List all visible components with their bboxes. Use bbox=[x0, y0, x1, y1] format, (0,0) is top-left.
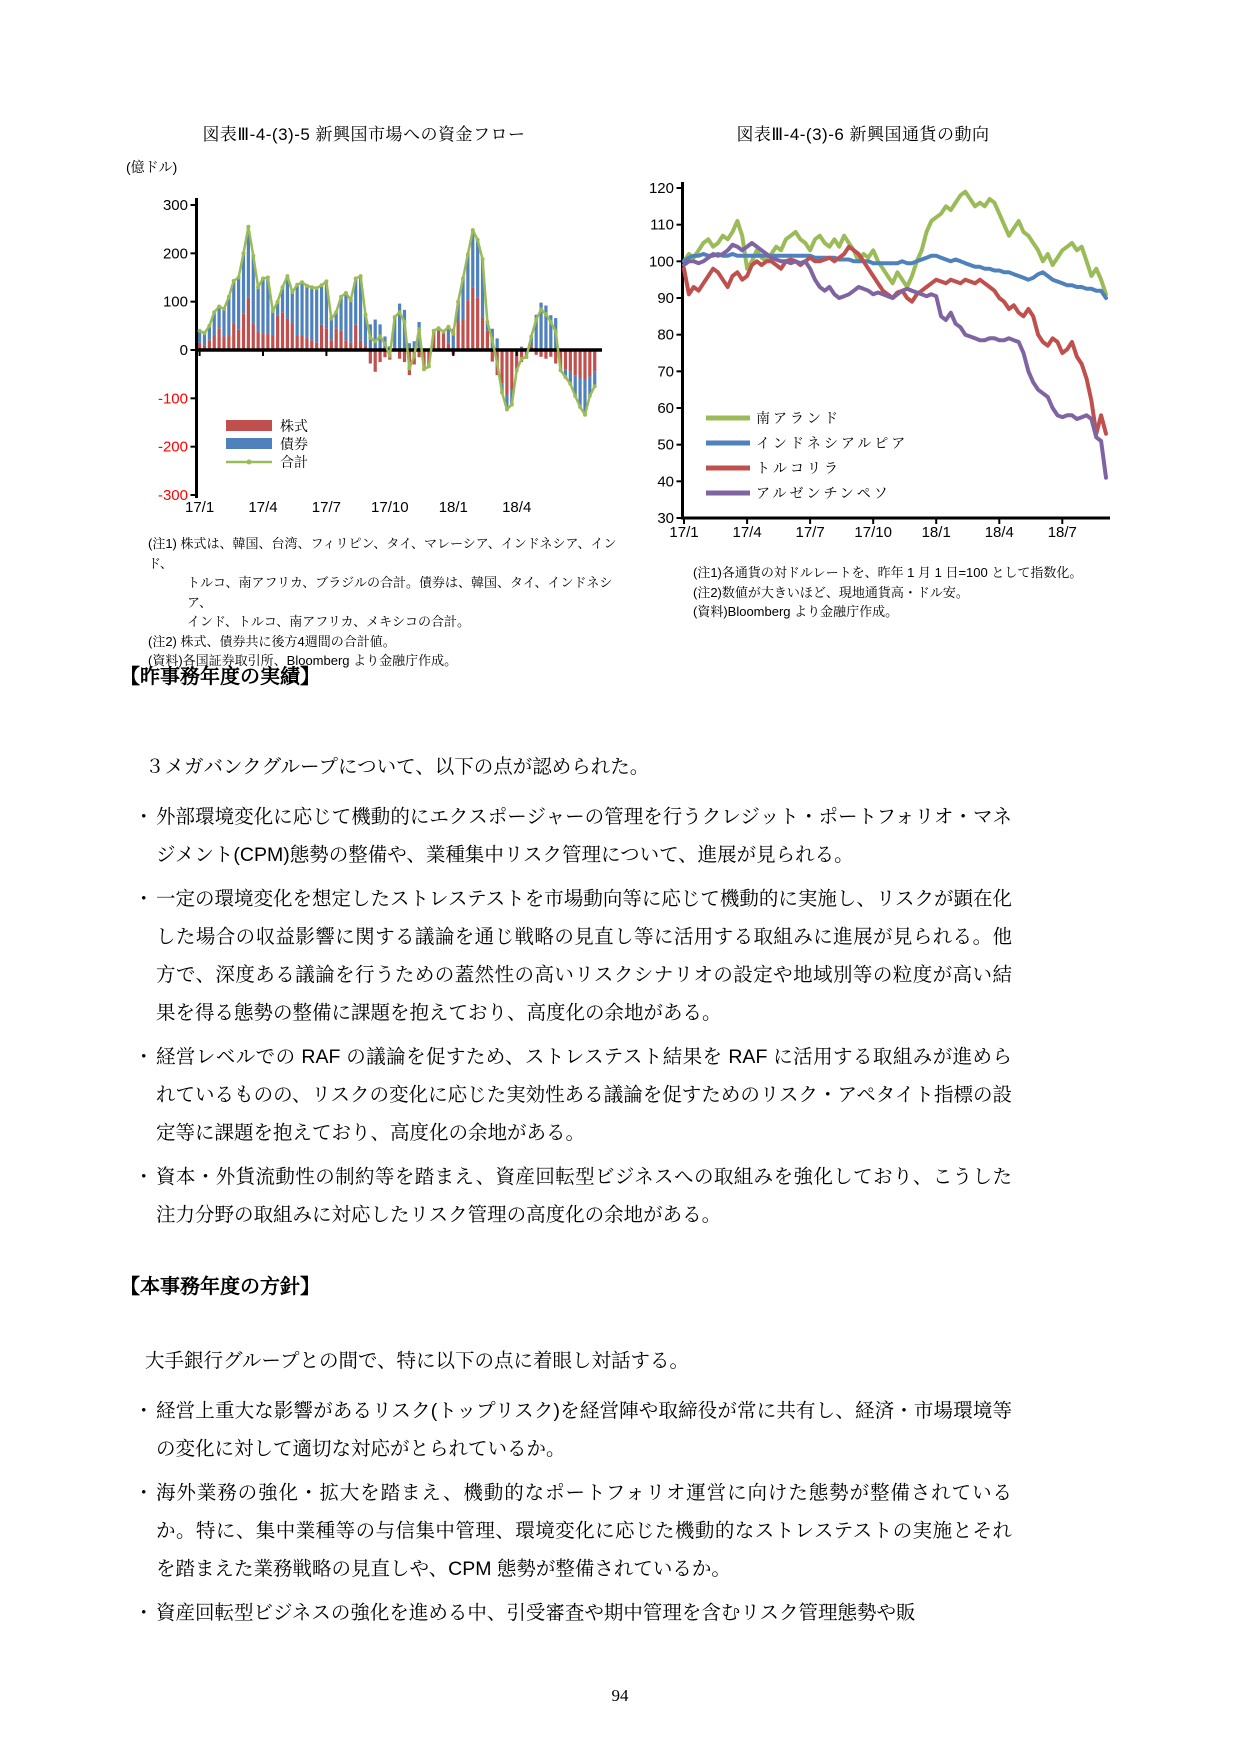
bullet-marker: ・ bbox=[134, 1602, 154, 1624]
svg-text:30: 30 bbox=[657, 510, 674, 527]
svg-text:60: 60 bbox=[657, 400, 674, 417]
svg-text:トルコリラ: トルコリラ bbox=[756, 460, 841, 476]
svg-text:株式: 株式 bbox=[280, 418, 308, 434]
currency-legend bbox=[706, 410, 908, 501]
flow-chart bbox=[118, 146, 610, 538]
chart-note-line: トルコ、南アフリカ、ブラジルの合計。債券は、韓国、タイ、インドネシア、 bbox=[187, 575, 613, 610]
chart-note-line: (資料)Bloomberg より金融庁作成。 bbox=[693, 604, 899, 619]
svg-text:70: 70 bbox=[657, 363, 674, 381]
svg-text:合計: 合計 bbox=[280, 454, 308, 470]
bullet-item bbox=[134, 880, 1012, 1032]
chart-note-line: (注1)各通貨の対ドルレートを、昨年 1 月 1 日=100 として指数化。 bbox=[693, 565, 1083, 580]
svg-text:18/7: 18/7 bbox=[1047, 524, 1077, 541]
bullet-marker: ・ bbox=[134, 1482, 154, 1504]
bullet-marker: ・ bbox=[134, 1166, 154, 1188]
section-lead: 大手銀行グループとの間で、特に以下の点に着眼し対話する。 bbox=[145, 1350, 690, 1372]
svg-text:90: 90 bbox=[657, 290, 674, 307]
bullet-marker: ・ bbox=[134, 1400, 154, 1422]
svg-text:50: 50 bbox=[657, 436, 674, 454]
flow-legend bbox=[226, 418, 308, 470]
svg-text:アルゼンチンペソ: アルゼンチンペソ bbox=[756, 485, 891, 501]
unit-label: (億ドル) bbox=[126, 159, 178, 175]
currency-chart-notes bbox=[693, 563, 1123, 622]
svg-text:100: 100 bbox=[162, 293, 188, 311]
svg-text:110: 110 bbox=[650, 216, 674, 234]
page-number: 94 bbox=[611, 1686, 629, 1705]
bullet-item bbox=[134, 1392, 1012, 1468]
svg-text:120: 120 bbox=[648, 180, 674, 197]
svg-text:200: 200 bbox=[162, 245, 188, 263]
currency-chart bbox=[598, 150, 1128, 590]
svg-text:17/4: 17/4 bbox=[248, 499, 278, 516]
chart-note-line: (注2) 株式、債券共に後方4週間の合計値。 bbox=[148, 633, 396, 649]
svg-text:17/7: 17/7 bbox=[311, 499, 342, 516]
bullet-text: 経営上重大な影響があるリスク(トップリスク)を経営陣や取締役が常に共有し、経済・市場環境等の変化に対して適切な対応がとられているか。 bbox=[156, 1400, 1012, 1460]
currency-chart-title: 図表Ⅲ-4-(3)-6 新興国通貨の動向 bbox=[736, 125, 990, 144]
chart-note-line: (注2)数値が大きいほど、現地通貨高・ドル安。 bbox=[693, 584, 969, 600]
section-lead: ３メガバンクグループについて、以下の点が認められた。 bbox=[145, 756, 650, 778]
svg-text:100: 100 bbox=[648, 253, 674, 271]
section-heading-results: 【昨事務年度の実績】 bbox=[120, 666, 320, 688]
svg-text:17/1: 17/1 bbox=[669, 524, 699, 541]
bullet-marker: ・ bbox=[134, 806, 154, 828]
svg-text:インドネシアルピア: インドネシアルピア bbox=[756, 435, 909, 451]
svg-text:-100: -100 bbox=[157, 390, 188, 408]
bullet-text: 資産回転型ビジネスの強化を進める中、引受審査や期中管理を含むリスク管理態勢や販 bbox=[156, 1602, 916, 1624]
bullet-marker: ・ bbox=[134, 888, 154, 910]
svg-text:17/7: 17/7 bbox=[795, 524, 825, 541]
bullet-text: 一定の環境変化を想定したストレステストを市場動向等に応じて機動的に実施し、リスクが顕在化した場合の収益影響に関する議論を通じ戦略の見直し等に活用する取組みに進展が見られる。他方で、深度ある議論を行うための蓋然性の高いリスクシナリオの設定や地域別等の粒度が高い結果を得る態勢の整備に課題を抱えており、高度化の余地がある。 bbox=[156, 888, 1012, 1024]
currency-line bbox=[684, 192, 1106, 295]
bullet-item bbox=[134, 798, 1012, 874]
chart-note-line: インド、トルコ、南アフリカ、メキシコの合計。 bbox=[187, 614, 471, 629]
svg-text:債券: 債券 bbox=[280, 436, 308, 452]
svg-text:18/4: 18/4 bbox=[502, 499, 532, 516]
svg-text:300: 300 bbox=[162, 197, 188, 214]
body-text bbox=[120, 662, 1012, 1638]
svg-text:南アランド: 南アランド bbox=[756, 410, 841, 426]
svg-text:17/1: 17/1 bbox=[184, 499, 215, 516]
section-heading-policy: 【本事務年度の方針】 bbox=[120, 1276, 320, 1298]
svg-text:18/4: 18/4 bbox=[984, 524, 1014, 541]
bullet-item bbox=[134, 1158, 1012, 1234]
svg-text:-200: -200 bbox=[157, 438, 188, 456]
bullet-item bbox=[134, 1038, 1012, 1152]
bullet-item bbox=[134, 1594, 1012, 1632]
bullet-item bbox=[134, 1474, 1012, 1588]
svg-text:80: 80 bbox=[657, 326, 674, 344]
bullet-text: 外部環境変化に応じて機動的にエクスポージャーの管理を行うクレジット・ポートフォリオ・マネジメント(CPM)態勢の整備や、業種集中リスク管理について、進展が見られる。 bbox=[156, 806, 1012, 866]
bullet-text: 資本・外貨流動性の制約等を踏まえ、資産回転型ビジネスへの取組みを強化しており、こうした注力分野の取組みに対応したリスク管理の高度化の余地がある。 bbox=[156, 1166, 1012, 1226]
bullet-text: 経営レベルでの RAF の議論を促すため、ストレステスト結果を RAF に活用する取組みが進められているものの、リスクの変化に応じた実効性ある議論を促すためのリスク・アペタイト指標の設定等に課題を抱えており、高度化の余地がある。 bbox=[156, 1046, 1012, 1144]
chart-note-line: (資料)各国証券取引所、Bloomberg より金融庁作成。 bbox=[148, 653, 458, 668]
svg-text:18/1: 18/1 bbox=[921, 524, 951, 541]
svg-text:18/1: 18/1 bbox=[438, 499, 468, 516]
svg-text:17/4: 17/4 bbox=[732, 524, 762, 541]
svg-text:40: 40 bbox=[657, 473, 674, 491]
svg-text:17/10: 17/10 bbox=[854, 524, 892, 541]
flow-chart-notes bbox=[148, 534, 628, 671]
svg-text:-300: -300 bbox=[157, 487, 188, 504]
flow-chart-title: 図表Ⅲ-4-(3)-5 新興国市場への資金フロー bbox=[202, 125, 526, 144]
svg-text:17/10: 17/10 bbox=[371, 499, 409, 516]
bullet-marker: ・ bbox=[134, 1046, 154, 1068]
svg-text:0: 0 bbox=[179, 342, 188, 359]
bullet-text: 海外業務の強化・拡大を踏まえ、機動的なポートフォリオ運営に向けた態勢が整備されているか。特に、集中業種等の与信集中管理、環境変化に応じた機動的なストレステストの実施とそれを踏まえた業務戦略の見直しや、CPM 態勢が整備されているか。 bbox=[156, 1482, 1012, 1580]
chart-note-line: (注1) 株式は、韓国、台湾、フィリピン、タイ、マレーシア、インドネシア、インド、 bbox=[148, 536, 617, 571]
